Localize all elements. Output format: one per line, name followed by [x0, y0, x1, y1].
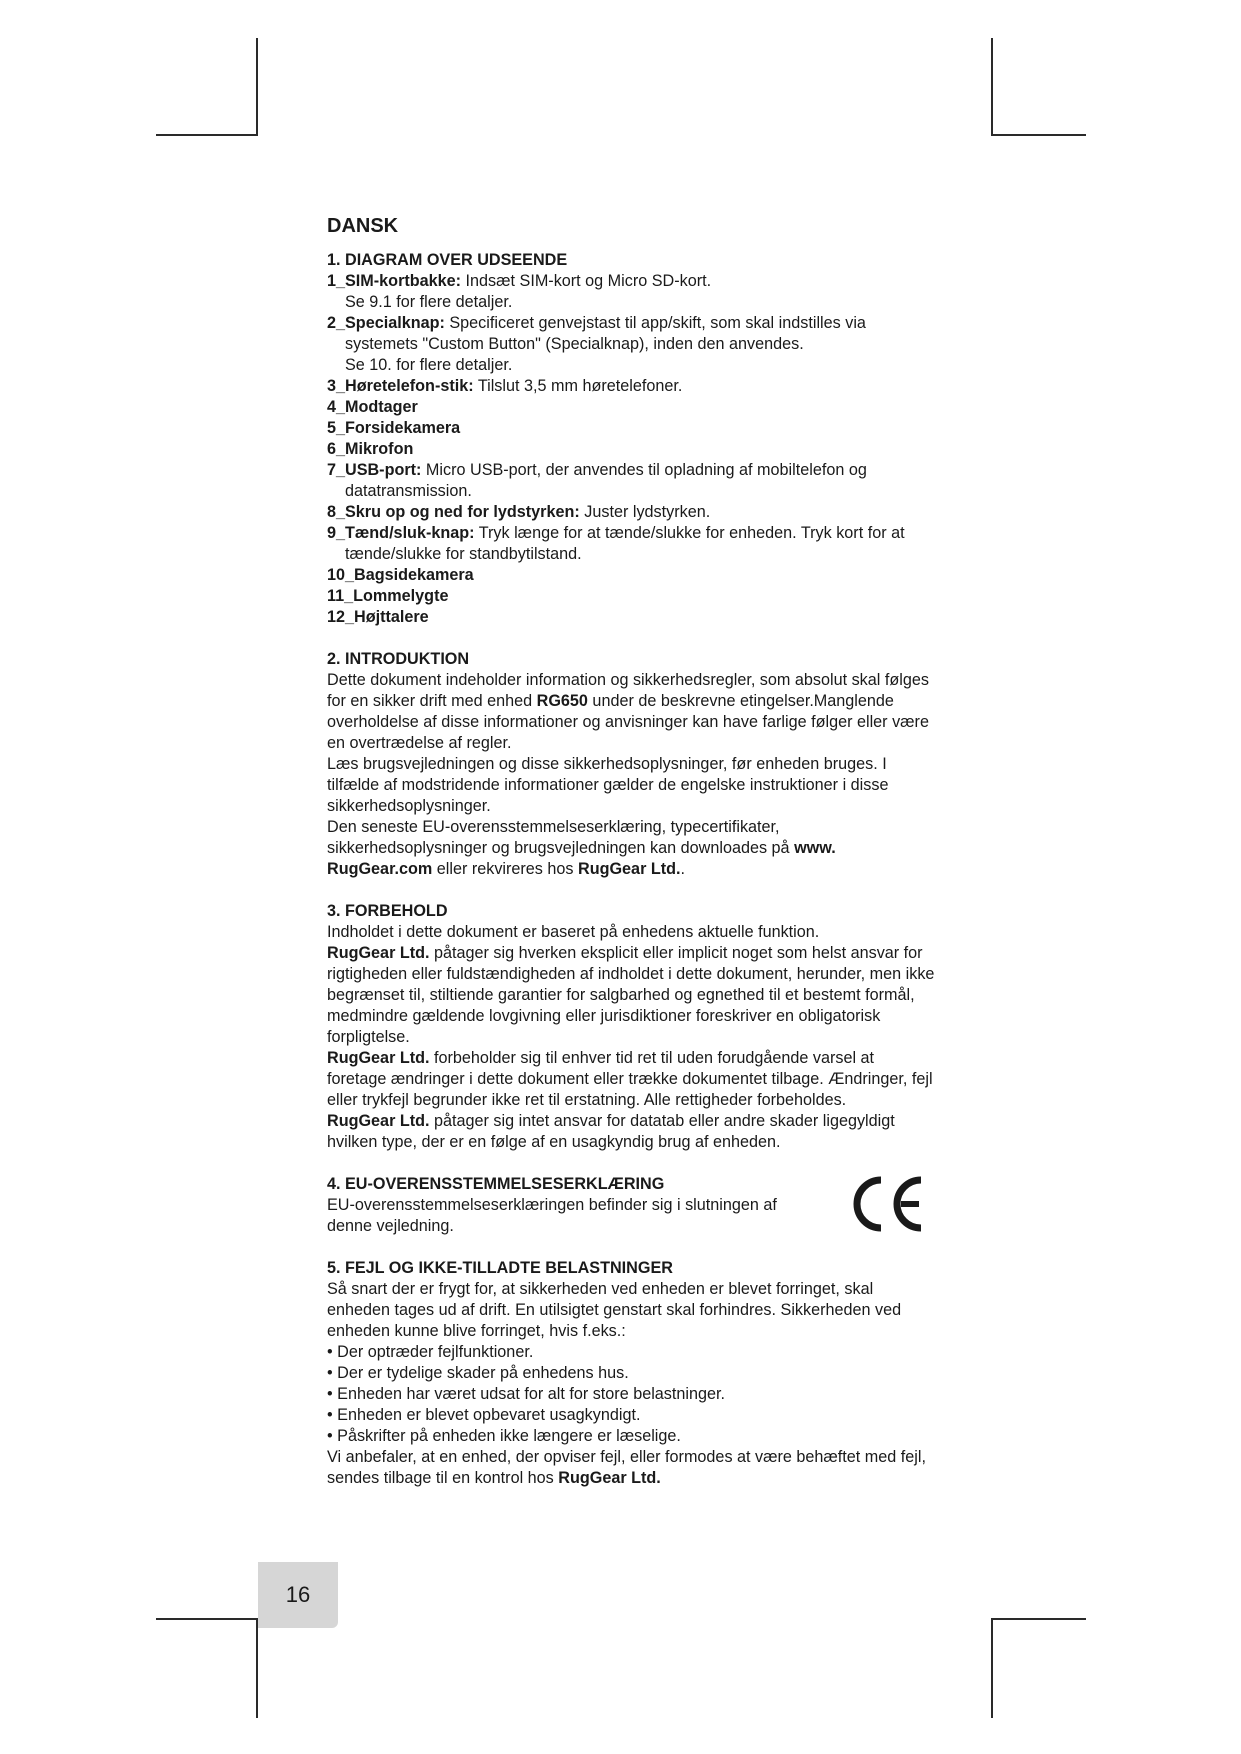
crop-mark-bottom-left-v	[256, 1618, 258, 1718]
list-item: 4_Modtager	[327, 398, 418, 416]
list-item: 3_Høretelefon-stik: Tilslut 3,5 mm høretelefoner.	[327, 377, 683, 395]
paragraph: Dette dokument indeholder information og sikkerhedsregler, som absolut skal følges for en sikker drift med enhed RG650 under de beskrevne etingelser.Manglende overholdelse af disse informationer og anvisninger kan have farlige følger eller være en overtrædelse af regler.	[327, 671, 929, 752]
bullet-item: • Der optræder fejlfunktioner.	[327, 1343, 534, 1361]
section-eu-declaration	[327, 1174, 937, 1237]
crop-mark-top-left-h	[156, 134, 258, 136]
section-title: 1. DIAGRAM OVER UDSEENDE	[327, 251, 568, 269]
paragraph: EU-overensstemmelseserklæringen befinder sig i slutningen af denne vejledning.	[327, 1196, 777, 1235]
section-introduction	[327, 649, 937, 880]
paragraph: RugGear Ltd. påtager sig hverken eksplicit eller implicit noget som helst ansvar for rigtigheden eller fuldstændigheden af indholdet i dette dokument, herunder, men ikke begrænset til, stiltiende garantier for salgbarhed og egnethed til et bestemt formål, medmindre gældende lovgivning eller jurisdiktioner foreskriver en obligatorisk forpligtelse.	[327, 944, 935, 1046]
crop-mark-bottom-right-h	[991, 1618, 1086, 1620]
ce-mark-icon	[851, 1174, 925, 1234]
list-item: 9_Tænd/sluk-knap: Tryk længe for at tænde/slukke for enheden. Tryk kort for at tænde/slukke for standbytilstand.	[327, 524, 905, 563]
bullet-item: • Enheden har været udsat for alt for store belastninger.	[327, 1385, 725, 1403]
list-item: 5_Forsidekamera	[327, 419, 461, 437]
bullet-item: • Påskrifter på enheden ikke længere er læselige.	[327, 1427, 681, 1445]
language-title: DANSK	[327, 215, 399, 237]
list-item: 7_USB-port: Micro USB-port, der anvendes til opladning af mobiltelefon og datatransmission.	[327, 461, 867, 500]
section-title: 3. FORBEHOLD	[327, 902, 448, 920]
page-number: 16	[258, 1562, 338, 1628]
list-item: 1_SIM-kortbakke: Indsæt SIM-kort og Micro SD-kort. Se 9.1 for flere detaljer.	[327, 272, 712, 311]
paragraph: RugGear Ltd. påtager sig intet ansvar for datatab eller andre skader ligegyldigt hvilken type, der er en følge af en usagkyndig brug af enheden.	[327, 1112, 895, 1151]
list-item: 2_Specialknap: Specificeret genvejstast til app/skift, som skal indstilles via systemets "Custom Button" (Specialknap), inden den anvendes. Se 10. for flere detaljer.	[327, 314, 866, 374]
section-disclaimer	[327, 901, 937, 1153]
paragraph: Indholdet i dette dokument er baseret på enhedens aktuelle funktion.	[327, 923, 820, 941]
paragraph: Vi anbefaler, at en enhed, der opviser fejl, eller formodes at være behæftet med fejl, sendes tilbage til en kontrol hos RugGear Ltd.	[327, 1448, 926, 1487]
list-item: 12_Højttalere	[327, 608, 429, 626]
list-item: 8_Skru op og ned for lydstyrken: Juster lydstyrken.	[327, 503, 711, 521]
crop-mark-bottom-left-h	[156, 1618, 258, 1620]
section-title: 4. EU-OVERENSSTEMMELSESERKLÆRING	[327, 1175, 665, 1193]
crop-mark-top-right-v	[991, 38, 993, 136]
list-item: 11_Lommelygte	[327, 587, 449, 605]
section-title: 5. FEJL OG IKKE-TILLADTE BELASTNINGER	[327, 1259, 673, 1277]
bullet-item: • Der er tydelige skader på enhedens hus.	[327, 1364, 629, 1382]
paragraph: Læs brugsvejledningen og disse sikkerhedsoplysninger, før enheden bruges. I tilfælde af modstridende informationer gælder de engelske instruktioner i disse sikkerhedsoplysninger.	[327, 755, 889, 815]
bullet-item: • Enheden er blevet opbevaret usagkyndigt.	[327, 1406, 641, 1424]
paragraph: Den seneste EU-overensstemmelseserklæring, typecertifikater, sikkerhedsoplysninger og brugsvejledningen kan downloades på www. RugGear.com eller rekvireres hos RugGear Ltd..	[327, 818, 836, 878]
crop-mark-bottom-right-v	[991, 1618, 993, 1718]
list-item: 6_Mikrofon	[327, 440, 414, 458]
section-diagram	[327, 250, 937, 628]
paragraph: RugGear Ltd. forbeholder sig til enhver tid ret til uden forudgående varsel at foretage ændringer i dette dokument eller trække dokumentet tilbage. Ændringer, fejl eller trykfejl begrunder ikke ret til erstatning. Alle rettigheder forbeholdes.	[327, 1049, 933, 1109]
section-faults	[327, 1258, 937, 1489]
list-item: 10_Bagsidekamera	[327, 566, 474, 584]
paragraph: Så snart der er frygt for, at sikkerheden ved enheden er blevet forringet, skal enheden tages ud af drift. En utilsigtet genstart skal forhindres. Sikkerheden ved enheden kunne blive forringet, hvis f.eks.:	[327, 1280, 902, 1340]
document-body	[327, 212, 937, 1510]
section-title: 2. INTRODUKTION	[327, 650, 470, 668]
crop-mark-top-left-v	[256, 38, 258, 136]
crop-mark-top-right-h	[991, 134, 1086, 136]
